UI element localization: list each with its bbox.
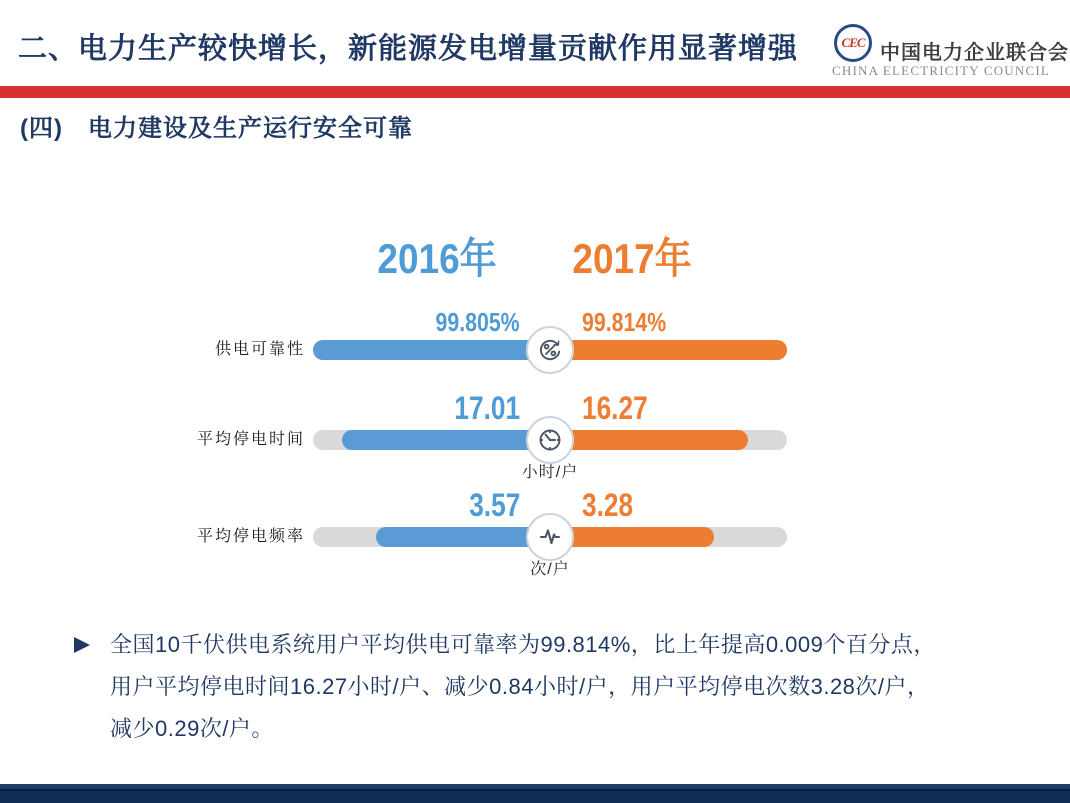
bar-row-outage-duration: [196, 390, 787, 481]
logo-name-en: CHINA ELECTRICITY COUNCIL: [832, 63, 1051, 78]
pulse-icon: [526, 513, 574, 561]
bar-2017: [550, 527, 714, 547]
logo-name-cn: 中国电力企业联合会: [880, 42, 1069, 64]
row-label: 平均停电频率: [196, 528, 305, 545]
red-divider-bar: [0, 86, 1070, 98]
percent-cycle-icon: [526, 326, 574, 374]
bar-row-reliability: [214, 307, 787, 360]
value-2017: 3.28: [582, 487, 634, 523]
summary-line: 减少0.29次/户。: [110, 716, 274, 741]
section-title: (四) 电力建设及生产运行安全可靠: [20, 115, 413, 142]
bar-2016: [313, 340, 550, 360]
value-2017: 99.814%: [582, 307, 667, 337]
summary-bullet: [74, 624, 1024, 750]
bullet-arrow-icon: [74, 637, 90, 653]
emblem-text: CEC: [841, 35, 865, 50]
summary-line: 用户平均停电时间16.27小时/户、减少0.84小时/户，用户平均停电次数3.28次/户，: [110, 674, 930, 699]
clock-icon: [526, 416, 574, 464]
summary-line: 全国10千伏供电系统用户平均供电可靠率为99.814%，比上年提高0.009个百分点，: [110, 632, 936, 657]
bar-2017: [550, 430, 748, 450]
row-label: 平均停电时间: [196, 431, 305, 448]
bar-2016: [342, 430, 550, 450]
unit-label: 次/户: [530, 561, 570, 578]
footer-bar: [0, 784, 1070, 803]
summary-text: [110, 624, 1024, 750]
legend-2017: 2017年: [572, 235, 692, 282]
value-2016: 17.01: [454, 390, 520, 426]
row-label: 供电可靠性: [214, 341, 305, 358]
bar-row-outage-frequency: [196, 487, 787, 578]
value-2016: 3.57: [468, 487, 520, 523]
slide-title: 二、电力生产较快增长，新能源发电增量贡献作用显著增强: [18, 33, 799, 65]
bar-2016: [376, 527, 550, 547]
legend-2016: 2016年: [377, 235, 497, 282]
bar-2017: [550, 340, 787, 360]
cec-emblem-icon: [834, 24, 872, 62]
value-2017: 16.27: [582, 390, 648, 426]
value-2016: 99.805%: [435, 307, 520, 337]
unit-label: 小时/户: [521, 464, 579, 481]
